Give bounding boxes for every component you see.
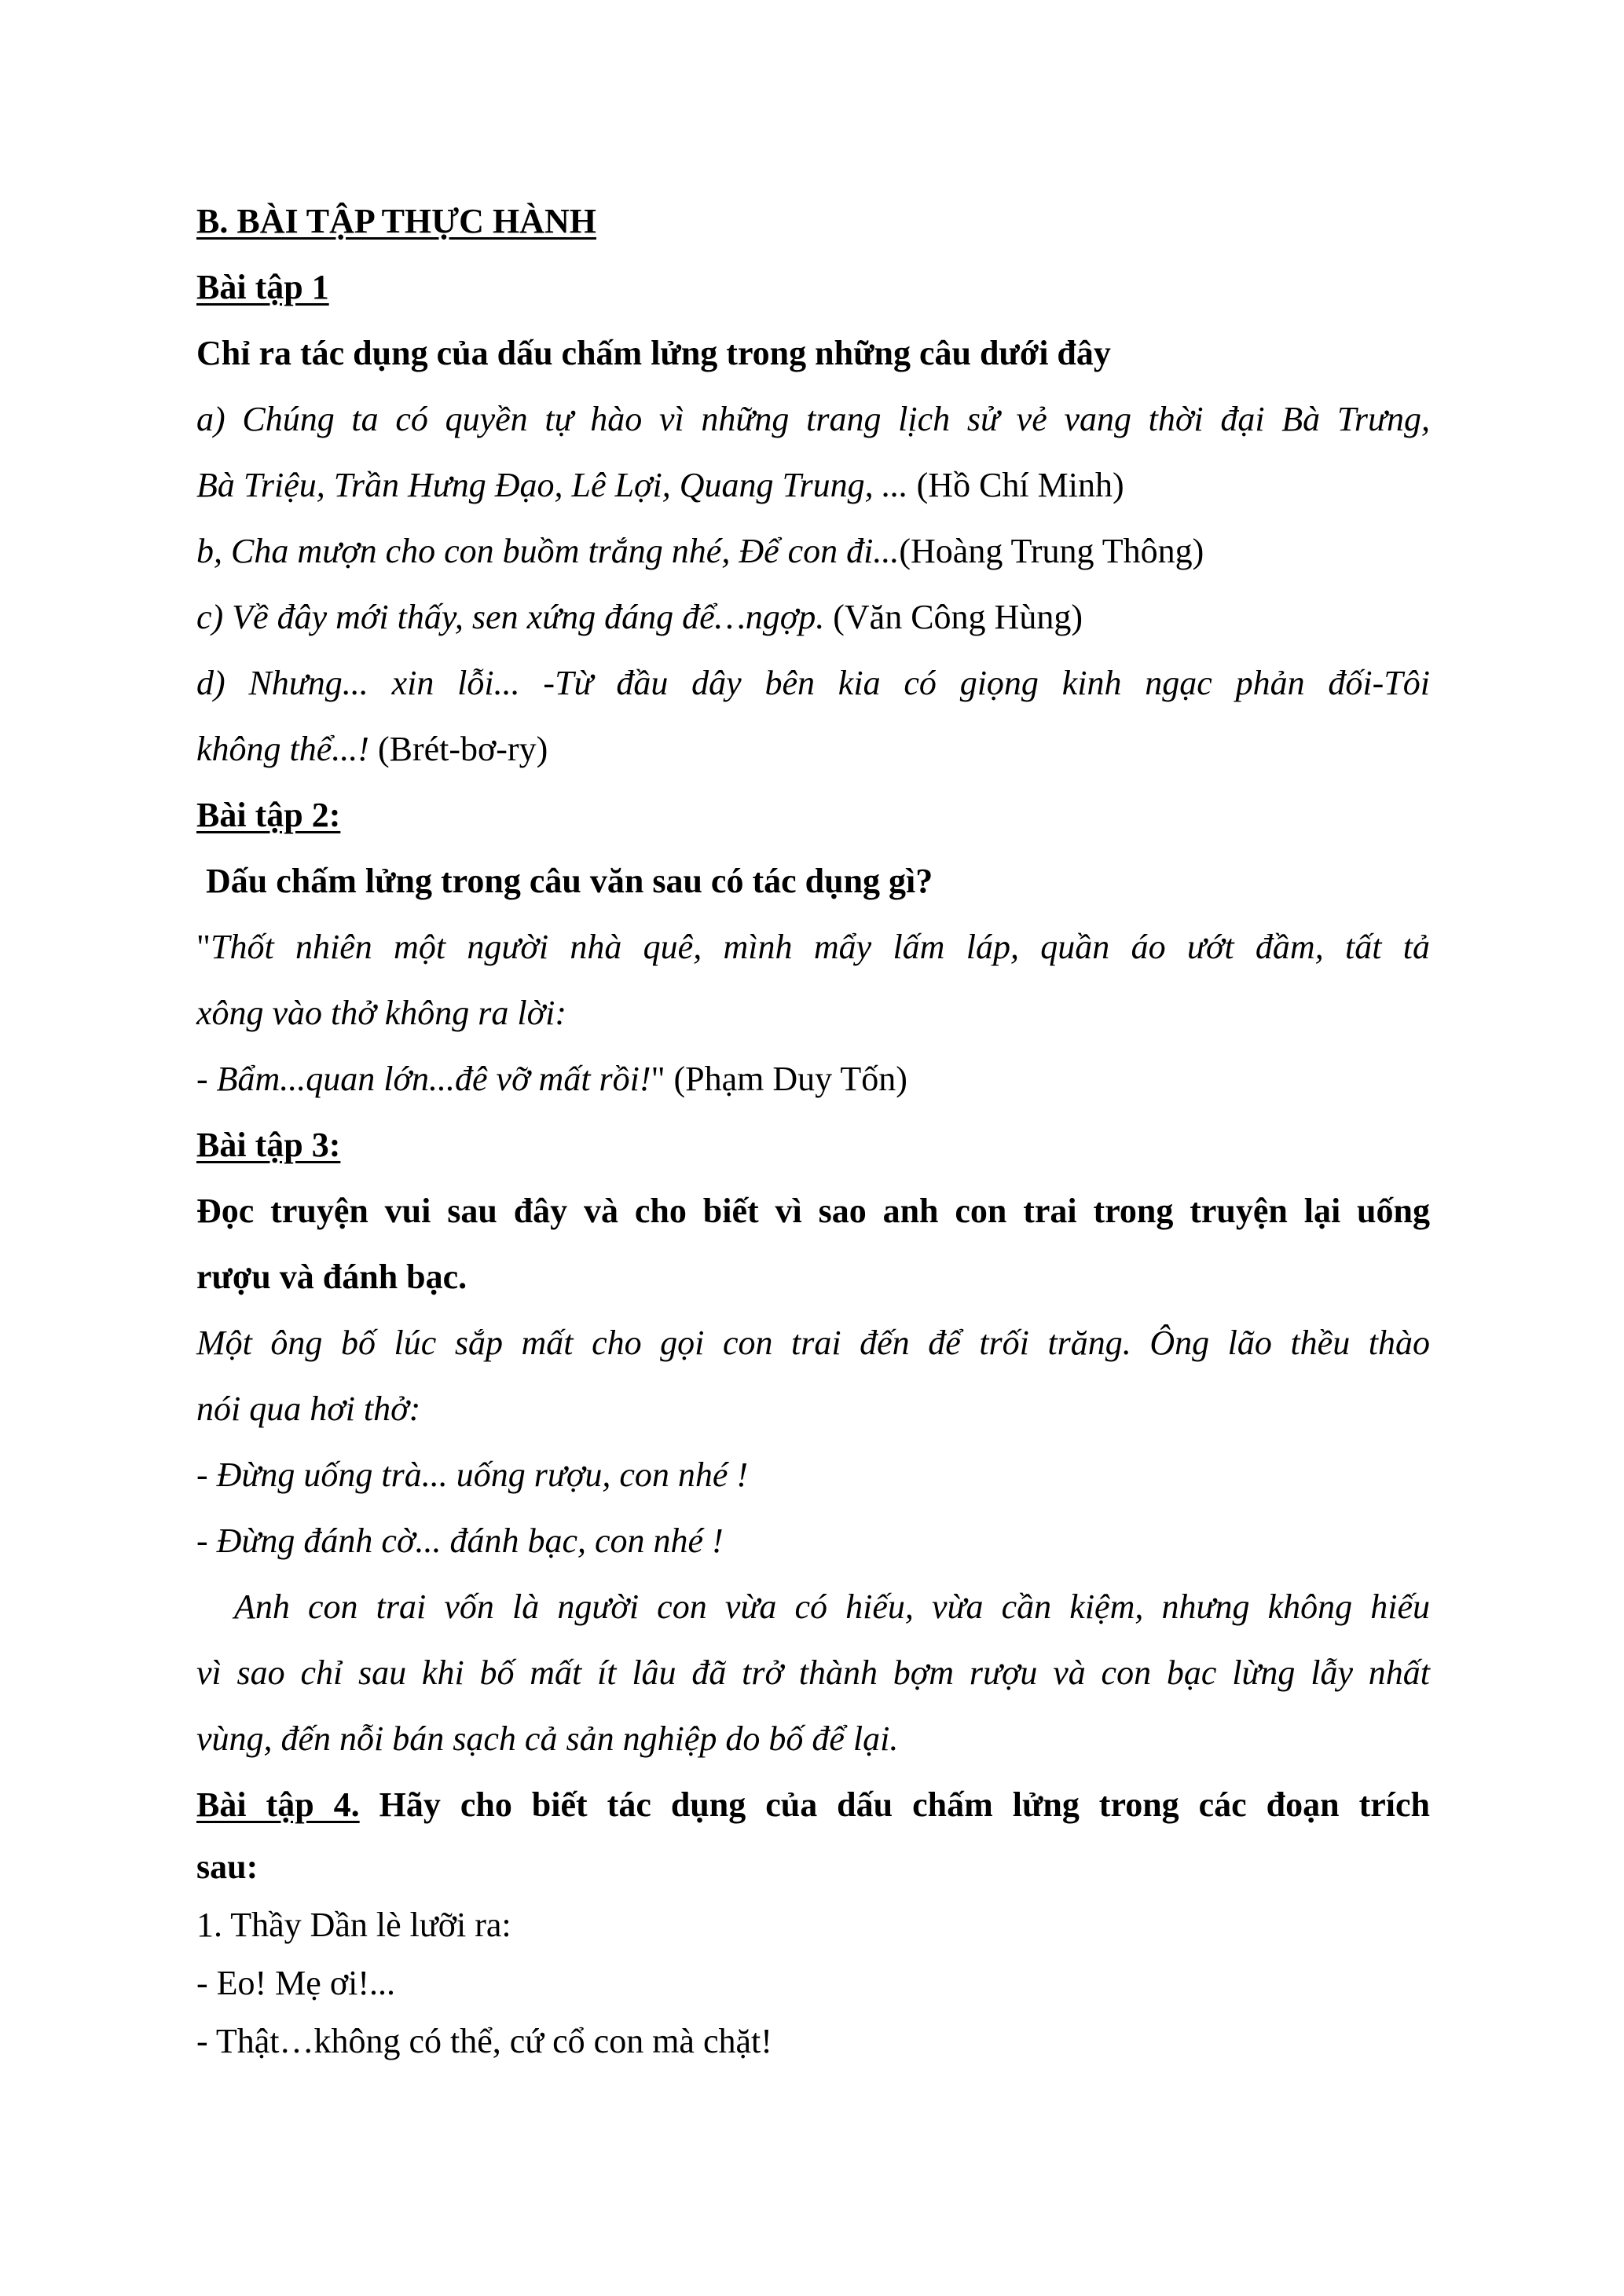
exercise-3-prompt-line2: rượu và đánh bạc. — [196, 1258, 467, 1296]
exercise-1-item-d-line2 — [196, 716, 1430, 782]
exercise-1-title-text: Bài tập 1 — [196, 268, 329, 306]
exercise-1-item-c — [196, 584, 1430, 650]
exercise-3-story-line2: nói qua hơi thở: — [196, 1390, 421, 1428]
exercise-3-story-line7: vùng, đến nỗi bán sạch cả sản nghiệp do bố để lại. — [196, 1719, 899, 1758]
exercise-4-prompt-line2: sau: — [196, 1847, 258, 1886]
exercise-3-story-line3: - Đừng uống trà... uống rượu, con nhé ! — [196, 1456, 749, 1494]
exercise-4-prompt-line1 — [196, 1772, 1430, 1838]
exercise-4-title-text: Bài tập 4. — [196, 1785, 360, 1824]
exercise-2-title-text: Bài tập 2: — [196, 796, 341, 834]
exercise-4-item-2: - Eo! Mẹ ơi!... — [196, 1964, 395, 2002]
exercise-3-story-line6: vì sao chỉ sau khi bố mất ít lâu đã trở thành bợm rượu và con bạc lừng lẫy nhất — [196, 1653, 1430, 1692]
section-title: B. BÀI TẬP THỰC HÀNH — [196, 202, 596, 240]
exercise-3-title-text: Bài tập 3: — [196, 1126, 341, 1164]
exercise-1-item-b — [196, 518, 1430, 584]
exercise-1-item-c-source: (Văn Công Hùng) — [824, 598, 1083, 636]
exercise-4-prompt-text: Hãy cho biết tác dụng của dấu chấm lửng trong các đoạn trích — [359, 1785, 1430, 1824]
exercise-3-prompt-line1: Đọc truyện vui sau đây và cho biết vì sao anh con trai trong truyện lại uống — [196, 1192, 1430, 1230]
exercise-4-item-3: - Thật…không có thể, cứ cổ con mà chặt! — [196, 2022, 772, 2060]
exercise-1-item-c-quote: c) Về đây mới thấy, sen xứng đáng để…ngợp. — [196, 598, 825, 636]
exercise-4-item-1: 1. Thầy Dần lè lưỡi ra: — [196, 1906, 511, 1944]
exercise-2-title — [196, 782, 1430, 848]
exercise-1-item-a-source: (Hồ Chí Minh) — [907, 466, 1124, 504]
exercise-2-quote-line2: xông vào thở không ra lời: — [196, 994, 567, 1032]
exercise-2-quote-line3 — [196, 1046, 1430, 1112]
exercise-2-source: " (Phạm Duy Tốn) — [651, 1060, 907, 1098]
exercise-3-story-line5: Anh con trai vốn là người con vừa có hiếu, vừa cần kiệm, nhưng không hiếu — [234, 1587, 1430, 1626]
exercise-1-title — [196, 255, 1430, 320]
exercise-1-item-d-line1: d) Nhưng... xin lỗi... -Từ đầu dây bên kia có giọng kinh ngạc phản đối-Tôi — [196, 664, 1430, 702]
exercise-2-quote-line1-text: Thốt nhiên một người nhà quê, mình mẩy lấm láp, quần áo ướt đầm, tất tả — [210, 928, 1430, 966]
exercise-1-prompt: Chỉ ra tác dụng của dấu chấm lửng trong những câu dưới đây — [196, 334, 1111, 372]
exercise-1-item-d-quote: không thể...! — [196, 730, 369, 768]
exercise-3-story-line4: - Đừng đánh cờ... đánh bạc, con nhé ! — [196, 1522, 724, 1560]
exercise-2-quote-line3-text: - Bẩm...quan lớn...đê vỡ mất rồi! — [196, 1060, 651, 1098]
exercise-1-item-a-line2 — [196, 452, 1430, 518]
document-page — [196, 189, 1430, 2071]
exercise-3-story-line1: Một ông bố lúc sắp mất cho gọi con trai đến để trối trăng. Ông lão thều thào — [196, 1324, 1430, 1362]
exercise-2-open-quote: " — [196, 928, 211, 966]
exercise-1-item-a-quote: Bà Triệu, Trần Hưng Đạo, Lê Lợi, Quang Trung, ... — [196, 466, 908, 504]
exercise-1-item-b-source: (Hoàng Trung Thông) — [899, 532, 1204, 570]
exercise-1-item-b-quote: b, Cha mượn cho con buồm trắng nhé, Để con đi... — [196, 532, 900, 570]
exercise-2-quote-line1 — [196, 914, 1430, 980]
exercise-2-prompt: Dấu chấm lửng trong câu văn sau có tác dụng gì? — [206, 862, 933, 900]
exercise-1-item-d-source: (Brét-bơ-ry) — [368, 730, 548, 768]
exercise-1-item-a-line1: a) Chúng ta có quyền tự hào vì những trang lịch sử vẻ vang thời đại Bà Trưng, — [196, 400, 1430, 438]
exercise-3-title — [196, 1112, 1430, 1178]
